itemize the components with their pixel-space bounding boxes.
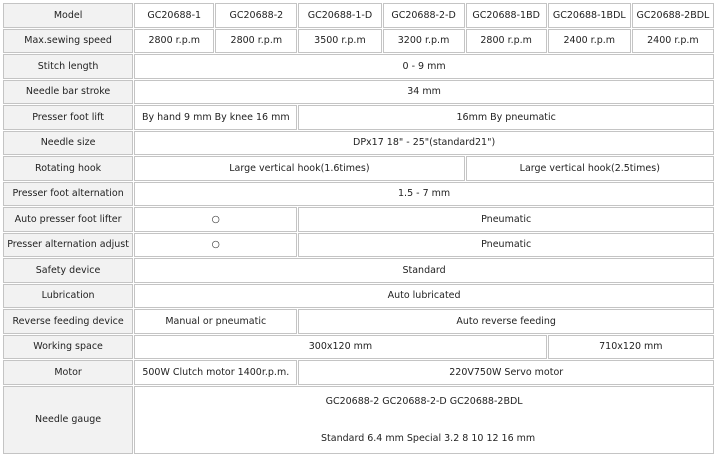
speed-cell: 2800 r.p.m	[215, 29, 297, 54]
row-rotating-hook	[3, 156, 714, 181]
presser-foot-lift-label: Presser foot lift	[3, 105, 133, 130]
speed-cell: 3500 r.p.m	[298, 29, 381, 54]
model-cell: GC20688-1	[134, 3, 214, 28]
presser-alternation-label: Presser foot alternation	[3, 182, 133, 207]
model-cell: GC20688-2BDL	[632, 3, 714, 28]
row-working-space	[3, 335, 714, 360]
row-sewing-speed	[3, 29, 714, 54]
rotating-hook-label: Rotating hook	[3, 156, 133, 181]
stitch-length-label: Stitch length	[3, 54, 133, 79]
row-needle-size	[3, 131, 714, 156]
row-needle-bar-stroke	[3, 80, 714, 105]
needle-gauge-value	[134, 386, 714, 454]
model-cell: GC20688-2	[215, 3, 297, 28]
speed-cell: 3200 r.p.m	[383, 29, 465, 54]
row-presser-foot-lift	[3, 105, 714, 130]
stitch-length-value: 0 - 9 mm	[134, 54, 714, 79]
alternation-adjust-pneumatic: Pneumatic	[298, 233, 714, 258]
motor-servo: 220V750W Servo motor	[298, 360, 714, 385]
needle-gauge-label: Needle gauge	[3, 386, 133, 454]
row-presser-alternation	[3, 182, 714, 207]
safety-device-label: Safety device	[3, 258, 133, 283]
working-space-first: 300x120 mm	[134, 335, 547, 360]
model-label: Model	[3, 3, 133, 28]
spec-table	[2, 2, 715, 455]
needle-size-value: DPx17 18" - 25"(standard21")	[134, 131, 714, 156]
safety-device-value: Standard	[134, 258, 714, 283]
row-alternation-adjust	[3, 233, 714, 258]
row-safety-device	[3, 258, 714, 283]
needle-gauge-sizes: Standard 6.4 mm Special 3.2 8 10 12 16 mm	[321, 432, 536, 444]
motor-clutch: 500W Clutch motor 1400r.p.m.	[134, 360, 297, 385]
reverse-feeding-manual: Manual or pneumatic	[134, 309, 297, 334]
row-needle-gauge	[3, 386, 714, 454]
auto-presser-lifter-label: Auto presser foot lifter	[3, 207, 133, 232]
rotating-hook-first: Large vertical hook(1.6times)	[134, 156, 464, 181]
auto-presser-lifter-pneumatic: Pneumatic	[298, 207, 714, 232]
model-cell: GC20688-1BD	[466, 3, 547, 28]
needle-bar-stroke-value: 34 mm	[134, 80, 714, 105]
working-space-label: Working space	[3, 335, 133, 360]
row-stitch-length	[3, 54, 714, 79]
lubrication-label: Lubrication	[3, 284, 133, 309]
row-model	[3, 3, 714, 28]
auto-presser-lifter-circle: ○	[134, 207, 297, 232]
needle-bar-stroke-label: Needle bar stroke	[3, 80, 133, 105]
speed-cell: 2400 r.p.m	[548, 29, 631, 54]
lubrication-value: Auto lubricated	[134, 284, 714, 309]
alternation-adjust-circle: ○	[134, 233, 297, 258]
reverse-feeding-label: Reverse feeding device	[3, 309, 133, 334]
working-space-second: 710x120 mm	[548, 335, 714, 360]
row-lubrication	[3, 284, 714, 309]
row-motor	[3, 360, 714, 385]
presser-alternation-value: 1.5 - 7 mm	[134, 182, 714, 207]
reverse-feeding-auto: Auto reverse feeding	[298, 309, 714, 334]
model-cell: GC20688-1BDL	[548, 3, 631, 28]
speed-cell: 2800 r.p.m	[466, 29, 547, 54]
needle-gauge-models: GC20688-2 GC20688-2-D GC20688-2BDL	[325, 395, 523, 407]
alternation-adjust-label: Presser alternation adjust	[3, 233, 133, 258]
speed-cell: 2800 r.p.m	[134, 29, 214, 54]
rotating-hook-second: Large vertical hook(2.5times)	[466, 156, 714, 181]
model-cell: GC20688-1-D	[298, 3, 381, 28]
speed-cell: 2400 r.p.m	[632, 29, 714, 54]
row-auto-presser-lifter	[3, 207, 714, 232]
sewing-speed-label: Max.sewing speed	[3, 29, 133, 54]
row-reverse-feeding	[3, 309, 714, 334]
model-cell: GC20688-2-D	[383, 3, 465, 28]
needle-size-label: Needle size	[3, 131, 133, 156]
motor-label: Motor	[3, 360, 133, 385]
presser-foot-lift-manual: By hand 9 mm By knee 16 mm	[134, 105, 297, 130]
presser-foot-lift-pneumatic: 16mm By pneumatic	[298, 105, 714, 130]
